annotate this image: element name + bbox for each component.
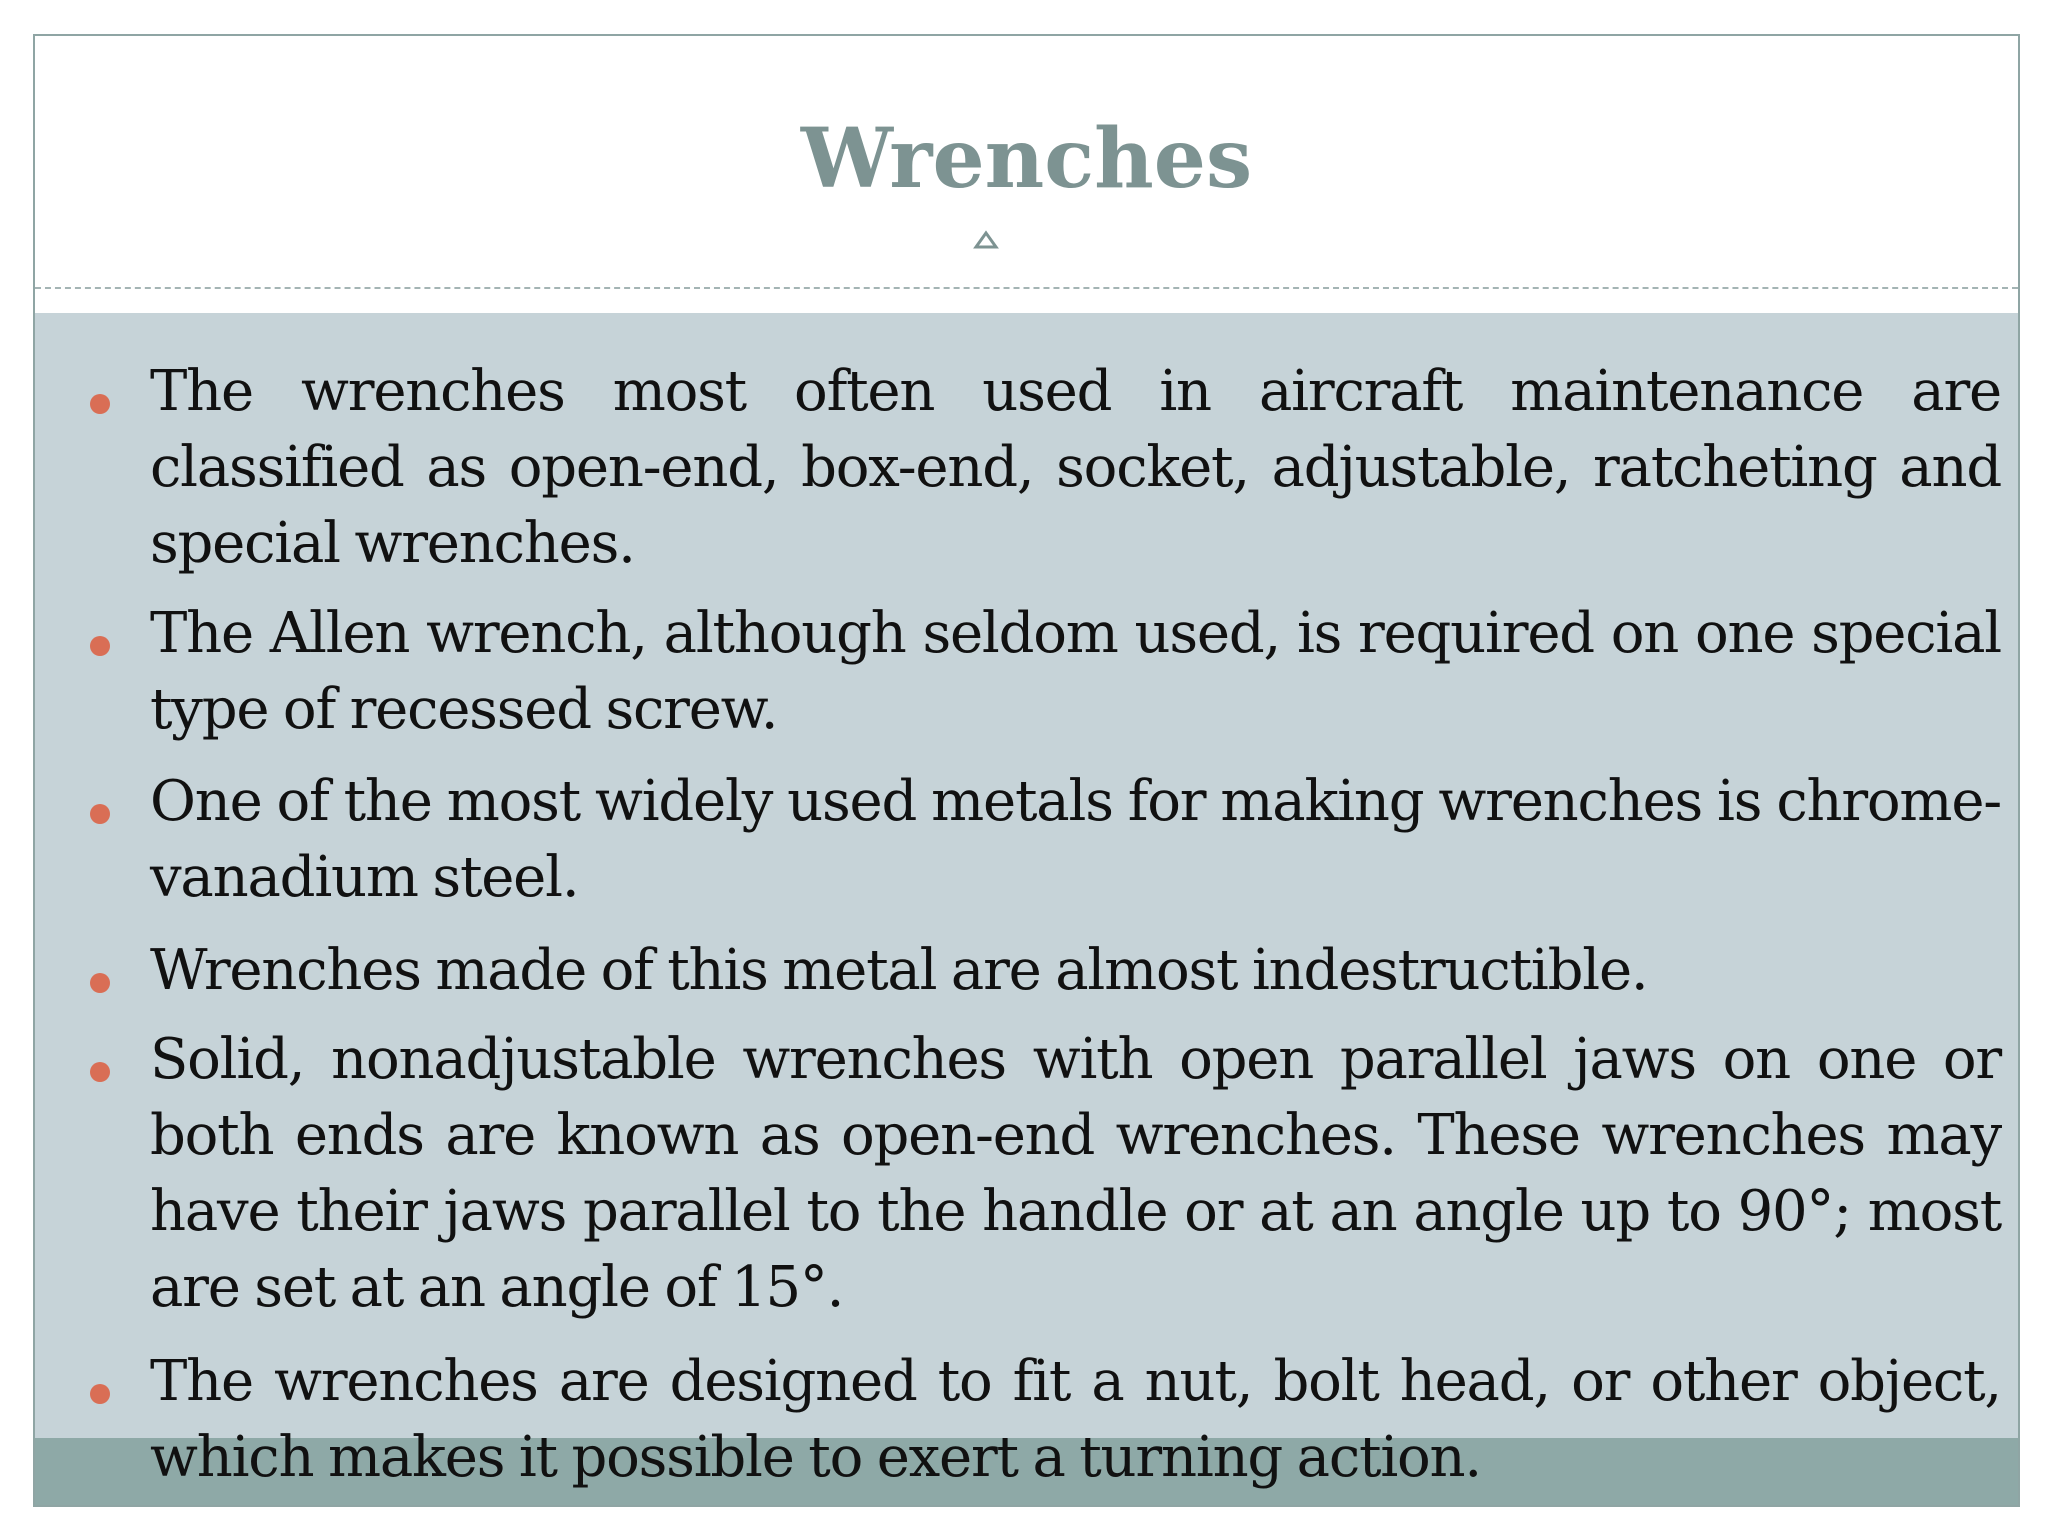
bullet-dot-icon [90, 973, 110, 993]
bullet-dot-icon [90, 1384, 110, 1404]
title-divider [35, 287, 2018, 289]
bullet-text: The Allen wrench, although seldom used, is required on one special type of recessed screw. [150, 601, 2001, 742]
slide [33, 34, 2020, 1507]
bullet-text: Wrenches made of this metal are almost indestructible. [150, 938, 1648, 1003]
bullet-dot-icon [90, 804, 110, 824]
bullet-text: The wrenches are designed to fit a nut, bolt head, or other object, which makes it possible to exert a turning action. [150, 1349, 2001, 1490]
title-area [35, 36, 2018, 288]
bullet-text: The wrenches most often used in aircraft maintenance are classified as open-end, box-end, socket, adjustable, ratcheting and special wrenches. [150, 359, 2001, 576]
bullet-dot-icon [90, 1062, 110, 1082]
bullet-dot-icon [90, 636, 110, 656]
bullet-text: One of the most widely used metals for making wrenches is chrome-vanadium steel. [150, 769, 2001, 910]
triangle-icon [973, 230, 999, 250]
slide-title: Wrenches [800, 111, 1253, 207]
bullet-text: Solid, nonadjustable wrenches with open parallel jaws on one or both ends are known as open-end wrenches. These wrenches may have their jaws parallel to the handle or at an angle up to 90°; most are set at an angle of 15°. [150, 1027, 2001, 1320]
bullet-dot-icon [90, 394, 110, 414]
